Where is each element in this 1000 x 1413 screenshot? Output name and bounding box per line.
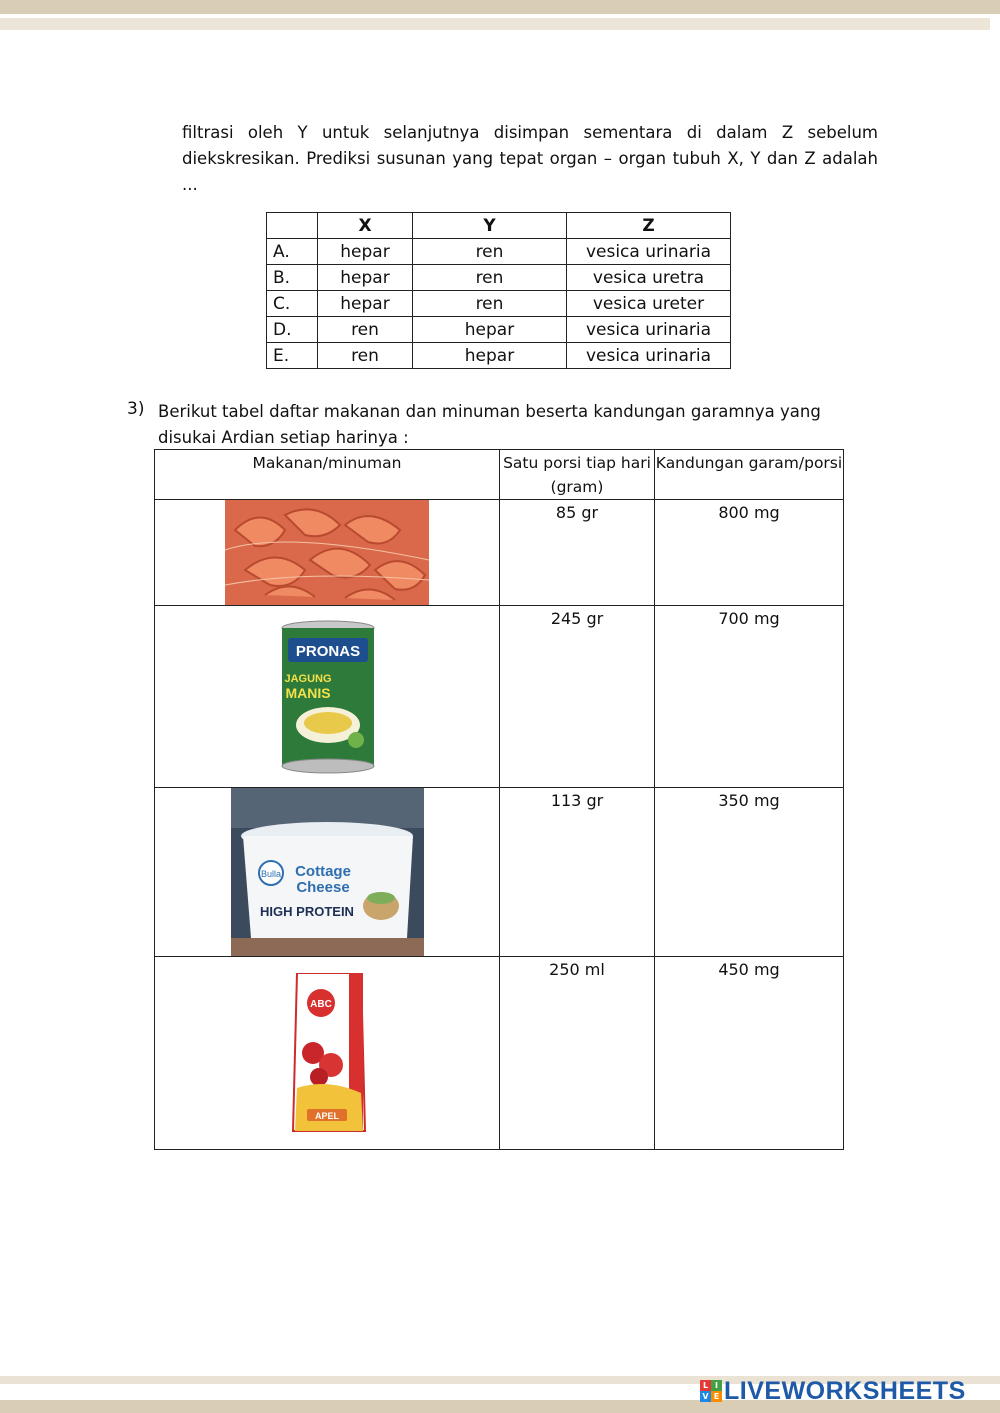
salt-cell: 700 mg [655,606,844,788]
table-row [267,291,731,317]
table-row [267,317,731,343]
cheese-brand-text: Bulla [260,869,282,879]
top-decor-line [0,18,990,30]
live-badge-icon [700,1380,722,1402]
salt-cell: 350 mg [655,788,844,957]
juice-brand-text: ABC [310,999,332,1010]
header-z: Z [567,213,731,239]
cell-x: ren [318,343,413,369]
portion-cell: 245 gr [500,606,655,788]
cell-y: hepar [413,343,567,369]
brand-name: LIVEWORKSHEETS [724,1376,966,1405]
option-label: B. [267,265,318,291]
salt-cell: 800 mg [655,500,844,606]
badge-letter: L [700,1380,711,1391]
organ-table-header [267,213,731,239]
header-empty [267,213,318,239]
liveworksheets-logo [700,1378,966,1404]
can-label-line2: MANIS [285,685,331,701]
cell-z: vesica ureter [567,291,731,317]
table-row [267,343,731,369]
cell-x: hepar [318,291,413,317]
cell-z: vesica urinaria [567,317,731,343]
cell-x: ren [318,317,413,343]
cell-z: vesica urinaria [567,343,731,369]
table-row [267,239,731,265]
table-row [155,606,844,788]
food-table-header [155,450,844,500]
food-image-cell [155,500,500,606]
option-label: D. [267,317,318,343]
shrimp-photo [225,500,429,605]
cell-x: hepar [318,239,413,265]
portion-cell: 250 ml [500,957,655,1150]
canned-corn-photo [278,620,378,775]
portion-cell: 85 gr [500,500,655,606]
cell-z: vesica urinaria [567,239,731,265]
portion-cell: 113 gr [500,788,655,957]
can-label-line1: JAGUNG [284,673,332,685]
badge-letter: V [700,1391,711,1402]
cell-y: hepar [413,317,567,343]
cell-y: ren [413,291,567,317]
top-decor-band [0,0,1000,14]
badge-letter: E [711,1391,722,1402]
option-label: E. [267,343,318,369]
juice-label-line1: APEL [314,1111,340,1121]
badge-letter: I [711,1380,722,1391]
salt-cell: 450 mg [655,957,844,1150]
cell-y: ren [413,265,567,291]
header-y: Y [413,213,567,239]
header-salt: Kandungan garam/porsi [655,450,844,500]
question-text: Berikut tabel daftar makanan dan minuman beserta kandungan garamnya yang disukai Ardian setiap harinya : [158,402,821,447]
food-image-cell [155,957,500,1150]
food-image-cell [155,606,500,788]
option-label: C. [267,291,318,317]
can-brand-text: PRONAS [295,643,361,660]
option-label: A. [267,239,318,265]
cottage-cheese-photo [231,788,424,956]
cheese-label-line2: Cheese [296,879,350,896]
apple-juice-box-photo [291,973,367,1135]
food-table [154,449,844,1150]
cell-y: ren [413,239,567,265]
header-x: X [318,213,413,239]
header-portion: Satu porsi tiap hari (gram) [500,450,655,500]
cell-z: vesica uretra [567,265,731,291]
table-row [155,500,844,606]
table-row [267,265,731,291]
cheese-label-line1: Cottage [295,863,351,880]
table-row [155,957,844,1150]
question-number: 3) [127,399,145,419]
organ-table [266,212,731,369]
cheese-label-line3: HIGH PROTEIN [260,904,354,919]
food-image-cell [155,788,500,957]
header-food: Makanan/minuman [155,450,500,500]
table-row [155,788,844,957]
intro-paragraph: filtrasi oleh Y untuk selanjutnya disimpan sementara di dalam Z sebelum diekskresikan. Prediksi susunan yang tepat organ – organ tubuh X, Y dan Z adalah ... [182,123,878,194]
cell-x: hepar [318,265,413,291]
